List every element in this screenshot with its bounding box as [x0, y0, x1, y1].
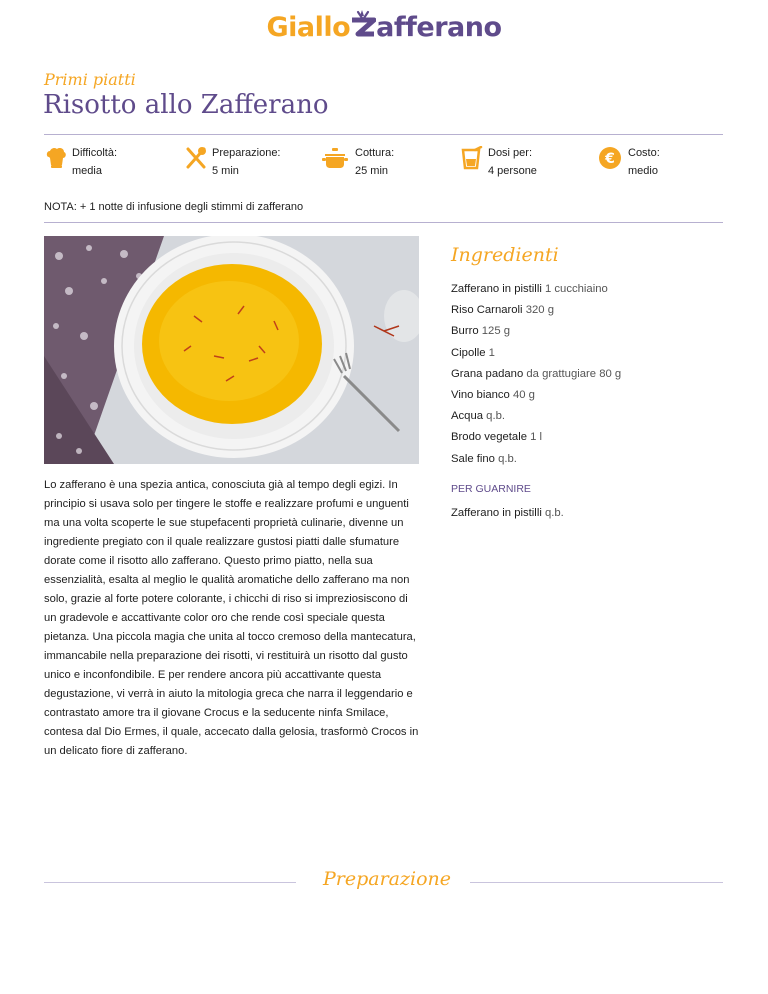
- ingredient-item: [451, 346, 621, 367]
- ingredients-list: [451, 282, 621, 473]
- info-label: Preparazione:: [212, 147, 281, 159]
- info-label: Difficoltà:: [72, 147, 118, 159]
- ingredient-qty: 40 g: [509, 388, 535, 401]
- portion-icon: [460, 146, 484, 170]
- ingredient-qty: 1 l: [527, 431, 543, 444]
- info-value: 5 min: [212, 165, 239, 177]
- ingredient-name[interactable]: Burro: [451, 325, 479, 338]
- ingredient-name[interactable]: Zafferano in pistilli: [451, 283, 542, 295]
- utensils-icon: [184, 146, 208, 170]
- ingredient-item: [451, 303, 621, 324]
- ingredient-item: [451, 409, 621, 430]
- ingredient-item: [451, 430, 621, 451]
- garnish-heading: PER GUARNIRE: [451, 483, 531, 495]
- divider: [470, 882, 723, 883]
- divider: [44, 882, 296, 883]
- chef-hat-icon: [44, 146, 68, 170]
- ingredient-qty: da grattugiare 80 g: [523, 367, 622, 380]
- divider: [44, 134, 723, 135]
- ingredient-name[interactable]: Brodo vegetale: [451, 431, 527, 444]
- ingredient-qty: 125 g: [478, 325, 511, 338]
- info-label: Costo:: [628, 147, 660, 159]
- ingredient-qty: q.b.: [483, 410, 506, 423]
- ingredient-item: [451, 452, 621, 473]
- ingredient-name[interactable]: Zafferano in pistilli: [451, 507, 542, 519]
- recipe-note: [44, 201, 303, 213]
- ingredient-name[interactable]: Riso Carnaroli: [451, 304, 523, 317]
- note-text: + 1 notte di infusione degli stimmi di zafferano: [76, 201, 304, 213]
- ingredient-qty: 1 cucchiaino: [541, 283, 608, 295]
- svg-text:€: €: [605, 151, 615, 167]
- ingredient-name[interactable]: Acqua: [451, 410, 484, 423]
- info-label: Cottura:: [355, 147, 395, 159]
- ingredient-item: [451, 388, 621, 409]
- logo-z-mark-icon: [350, 8, 376, 40]
- ingredient-item: [451, 282, 621, 303]
- ingredient-qty: q.b.: [541, 507, 564, 519]
- recipe-title: Risotto allo Zafferano: [43, 90, 329, 120]
- ingredient-name[interactable]: Sale fino: [451, 452, 495, 465]
- ingredient-name[interactable]: Grana padano: [451, 367, 524, 380]
- recipe-category[interactable]: Primi piatti: [44, 70, 136, 89]
- ingredient-qty: q.b.: [494, 452, 517, 465]
- info-value: 25 min: [355, 165, 389, 177]
- info-label: Dosi per:: [488, 147, 533, 159]
- ingredient-qty: 320 g: [522, 304, 554, 317]
- garnish-item: [451, 507, 564, 519]
- preparation-heading: Preparazione: [323, 868, 452, 890]
- divider: [44, 222, 723, 223]
- ingredient-name[interactable]: Vino bianco: [451, 388, 510, 401]
- ingredient-item: [451, 324, 621, 345]
- ingredients-heading: Ingredienti: [451, 244, 559, 266]
- brand-logo[interactable]: [0, 8, 768, 43]
- brand-logo-part1: Giallo: [266, 12, 351, 43]
- brand-logo-part2: afferano: [376, 12, 502, 43]
- recipe-description: Lo zafferano è una spezia antica, conosciuta già al tempo degli egizi. In principio si usava solo per tingere le stoffe e realizzare profumi e unguenti ma una volta scoperte le sue stupefacenti proprietà culinarie, divenne un ingrediente pregiato con il quale realizzare gustosi piatti dalle sfumature dorate come il risotto allo zafferano. Questo primo piatto, nella sua essenzialità, esalta al meglio le qualità aromatiche dello zafferano ma non solo, grazie al forte potere colorante, i chicchi di riso si impreziosiscono di un gradevole e accattivante color oro che rende così speciale questa pietanza. Una piccola magia che unita al tocco cremoso della mantecatura, immancabile nella preparazione dei risotti, vi restituirà un risotto dal gusto unico e inconfondibile. E per rendere ancora più accattivante questa degustazione, vi verrà in aiuto la mitologia greca che narra il leggendario e contrastato amore tra il giovane Crocus e la seducente ninfa Smilace, contesa dal Dio Ermes, il quale, accecato dalla gelosia, trasformò Crocos in un delicato fiore di zafferano.: [44, 479, 419, 757]
- ingredient-item: [451, 367, 621, 388]
- recipe-photo: [44, 236, 419, 464]
- pot-icon: [322, 146, 348, 170]
- note-label: NOTA:: [44, 201, 77, 213]
- info-value: media: [72, 165, 102, 177]
- ingredient-name[interactable]: Cipolle: [451, 346, 486, 359]
- ingredient-qty: 1: [485, 346, 495, 359]
- info-value: medio: [628, 165, 658, 177]
- euro-icon: [598, 146, 622, 170]
- info-value: 4 persone: [488, 165, 537, 177]
